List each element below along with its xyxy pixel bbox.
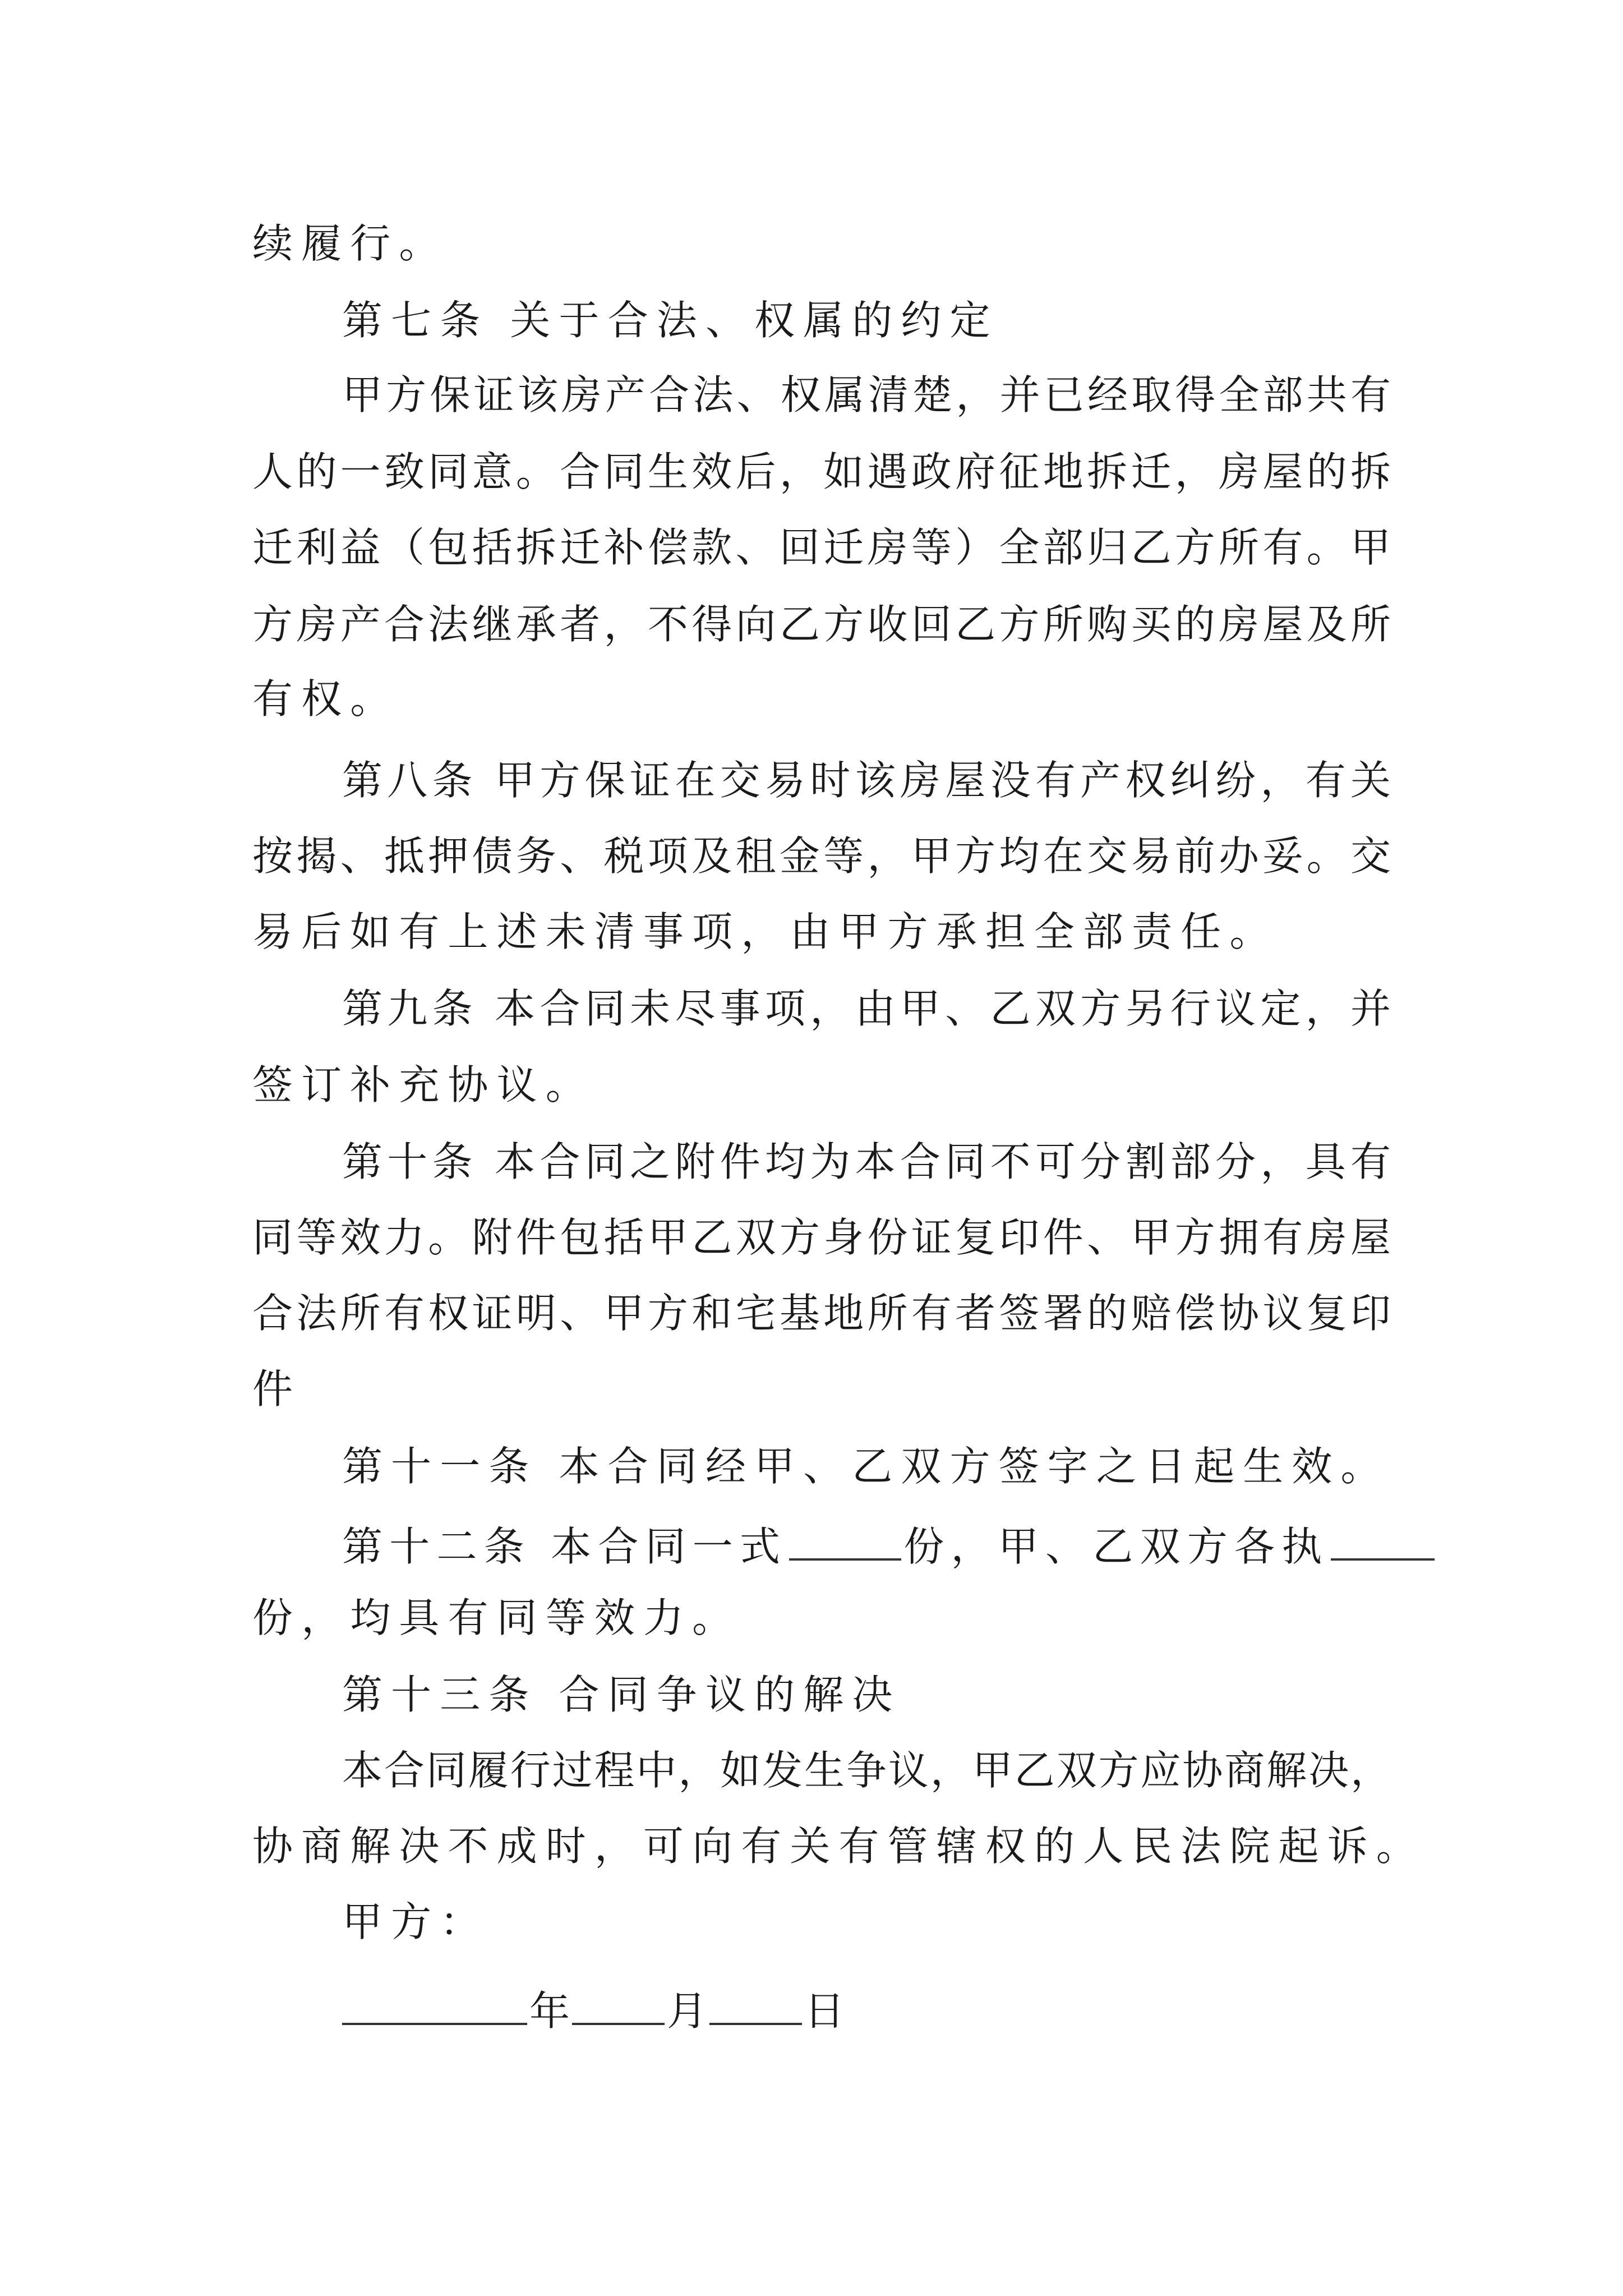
article-10-line: 第十条 本合同之附件均为本合同不可分割部分，具有	[342, 1138, 1391, 1185]
paragraph-line: 本合同履行过程中，如发生争议，甲乙双方应协商解决，	[342, 1747, 1391, 1794]
year-label: 年	[529, 1987, 570, 2035]
paragraph-line: 份，均具有同等效力。	[252, 1594, 741, 1641]
article-8-line: 第八条 甲方保证在交易时该房屋没有产权纠纷，有关	[342, 757, 1391, 804]
paragraph-line: 甲方保证该房产合法、权属清楚，并已经取得全部共有	[342, 371, 1391, 418]
article-13-heading: 第十三条 合同争议的解决	[342, 1671, 901, 1718]
article-11-line: 第十一条 本合同经甲、乙双方签字之日起生效。	[342, 1443, 1390, 1490]
party-a-label: 甲方：	[342, 1898, 489, 1945]
paragraph-line: 方房产合法继承者，不得向乙方收回乙方所购买的房屋及所	[252, 601, 1391, 648]
month-blank	[572, 1986, 665, 2025]
paragraph-line: 按揭、抵押债务、税项及租金等，甲方均在交易前办妥。交	[252, 832, 1391, 880]
year-blank	[342, 1986, 527, 2025]
paragraph-line: 有权。	[252, 675, 399, 723]
paragraph-line: 合法所有权证明、甲方和宅基地所有者签署的赔偿协议复印	[252, 1290, 1391, 1337]
paragraph-line: 同等效力。附件包括甲乙双方身份证复印件、甲方拥有房屋	[252, 1214, 1391, 1261]
paragraph-line: 续履行。	[252, 220, 448, 267]
paragraph-line: 人的一致同意。合同生效后，如遇政府征地拆迁，房屋的拆	[252, 448, 1391, 495]
paragraph-line: 签订补充协议。	[252, 1061, 594, 1108]
day-label: 日	[804, 1987, 845, 2035]
copies-blank	[789, 1521, 901, 1561]
month-label: 月	[667, 1987, 708, 2035]
article-9-line: 第九条 本合同未尽事项，由甲、乙双方另行议定，并	[342, 985, 1391, 1032]
article-7-heading: 第七条 关于合法、权属的约定	[342, 297, 999, 344]
paragraph-line: 迁利益（包括拆迁补偿款、回迁房等）全部归乙方所有。甲	[252, 524, 1391, 571]
article-12-text: 第十二条 本合同一式	[342, 1523, 787, 1570]
article-12-text: 份，甲、乙双方各执	[903, 1523, 1329, 1570]
paragraph-line: 件	[252, 1365, 302, 1412]
article-12-line	[342, 1521, 1391, 1570]
date-line	[342, 1986, 1391, 2035]
each-copies-blank	[1331, 1521, 1435, 1561]
day-blank	[709, 1986, 802, 2025]
paragraph-line: 协商解决不成时，可向有关有管辖权的人民法院起诉。	[252, 1823, 1425, 1870]
paragraph-line: 易后如有上述未清事项，由甲方承担全部责任。	[252, 908, 1279, 955]
